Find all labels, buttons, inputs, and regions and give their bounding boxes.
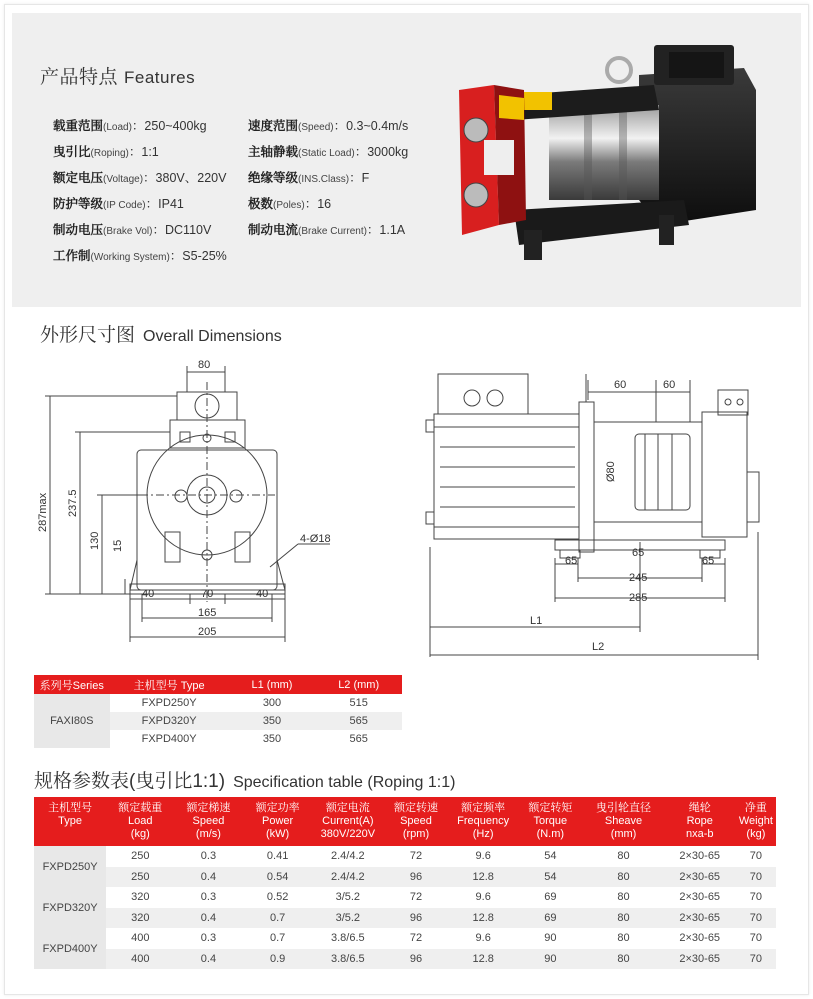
spec-header-line: Frequency — [457, 815, 510, 827]
table-cell: 565 — [349, 733, 368, 745]
dim-285: 285 — [629, 592, 648, 604]
feature-label: 速度范围 — [248, 119, 299, 133]
spec-header-line: (Hz) — [472, 828, 494, 840]
table-cell: 96 — [383, 908, 449, 929]
table-cell: 0.7 — [269, 932, 286, 945]
table-cell: 70 — [736, 867, 776, 888]
series-table — [34, 675, 402, 748]
table-cell: 0.4 — [174, 867, 242, 888]
dim-40b: 40 — [256, 588, 269, 600]
spec-header-line: 曳引轮直径 — [596, 802, 652, 814]
table-cell: 12.8 — [449, 949, 517, 970]
dim-dia80: Ø80 — [605, 461, 617, 482]
table-cell: 350 — [262, 733, 282, 745]
dimensions-title-en: Overall Dimensions — [143, 328, 282, 345]
feature-label-en: (Roping) — [90, 148, 129, 159]
feature-left-3 — [53, 194, 184, 212]
spec-header-7 — [517, 797, 583, 846]
feature-label: 防护等级 — [53, 197, 104, 211]
table-cell: 70 — [736, 949, 776, 970]
table-row — [34, 949, 776, 970]
spec-header-line: Speed — [400, 815, 432, 827]
spec-header-10 — [736, 797, 776, 846]
spec-header-line: 净重 — [744, 802, 767, 814]
feature-value: ：S5-25% — [169, 249, 227, 263]
table-cell: 12.8 — [449, 908, 517, 929]
table-cell: 0.41 — [266, 850, 289, 863]
feature-label: 工作制 — [53, 249, 91, 263]
table-cell: 2.4/4.2 — [330, 850, 365, 863]
spec-header-line: (rpm) — [402, 828, 430, 840]
table-cell: 9.6 — [475, 850, 491, 863]
table-cell: 80 — [583, 949, 663, 970]
dim-245: 245 — [629, 572, 648, 584]
spec-header-line: 380V/220V — [320, 828, 376, 840]
feature-label-en: (Load) — [103, 122, 132, 133]
table-cell: 3.8/6.5 — [313, 949, 383, 970]
table-cell: 2×30-65 — [679, 850, 721, 863]
spec-header-line: 额定转速 — [393, 802, 438, 814]
spec-header-line: Torque — [533, 815, 568, 827]
dim-hole: 4-Ø18 — [300, 533, 331, 545]
spec-header-line: 主机型号 — [48, 802, 93, 814]
dim-40a: 40 — [142, 588, 155, 600]
feature-left-4 — [53, 220, 211, 238]
spec-header-2 — [174, 797, 242, 846]
table-cell: FXPD400Y — [141, 733, 197, 745]
table-row — [34, 694, 402, 712]
spec-type-cell: FXPD250Y — [34, 846, 106, 887]
table-cell: 90 — [544, 932, 557, 945]
table-cell: 72 — [409, 932, 423, 945]
table-cell: 9.6 — [475, 891, 491, 904]
features-title-cn: 产品特点 — [40, 67, 119, 88]
spec-header-4 — [313, 797, 383, 846]
spec-title — [34, 766, 455, 793]
dim-l1: L1 — [530, 615, 543, 627]
feature-label: 制动电压 — [53, 223, 104, 237]
feature-right-1 — [248, 142, 408, 160]
series-header-series: 系列号Series — [34, 675, 110, 694]
table-cell: 0.52 — [266, 891, 289, 904]
table-row — [34, 887, 776, 908]
dim-l2: L2 — [592, 641, 605, 653]
feature-left-5 — [53, 246, 227, 264]
spec-header-line: Speed — [192, 815, 225, 827]
spec-header-line: (N.m) — [536, 828, 565, 840]
spec-header-9 — [664, 797, 736, 846]
spec-header-line: (kW) — [266, 828, 290, 840]
dim-130: 130 — [89, 531, 101, 550]
dim-15: 15 — [112, 539, 124, 552]
spec-header-line: 额定载重 — [118, 802, 163, 814]
feature-right-0 — [248, 116, 408, 134]
feature-label: 载重范围 — [53, 119, 104, 133]
dim-205: 205 — [198, 626, 217, 638]
dim-65b: 65 — [702, 555, 715, 567]
spec-header-line: 额定电流 — [325, 802, 370, 814]
table-cell: 90 — [517, 949, 583, 970]
feature-label: 曳引比 — [53, 145, 91, 159]
feature-right-3 — [248, 194, 331, 212]
table-cell: 0.54 — [243, 867, 313, 888]
motor-illustration — [454, 20, 784, 270]
feature-value: ：F — [349, 171, 370, 185]
feature-label: 额定电压 — [53, 171, 104, 185]
spec-header-line: Power — [262, 815, 294, 827]
table-cell: 0.3 — [200, 850, 217, 863]
spec-header-line: (kg) — [130, 828, 150, 840]
feature-left-1 — [53, 142, 159, 160]
dim-65c: 65 — [632, 547, 645, 559]
dimensions-title-cn: 外形尺寸图 — [40, 325, 136, 346]
feature-label-en: (Poles) — [273, 200, 305, 211]
feature-value: ：DC110V — [152, 223, 212, 237]
feature-left-0 — [53, 116, 207, 134]
feature-value: ：250~400kg — [131, 119, 207, 133]
table-cell: 350 — [229, 712, 316, 730]
table-cell: 69 — [544, 891, 557, 904]
table-cell: 320 — [131, 891, 150, 904]
feature-value: ：380V、220V — [143, 171, 227, 185]
spec-header-line: (kg) — [746, 828, 766, 840]
feature-label: 主轴静载 — [248, 145, 299, 159]
dim-165: 165 — [198, 607, 217, 619]
table-cell: 565 — [315, 712, 402, 730]
spec-table — [34, 797, 776, 969]
table-cell: 3/5.2 — [335, 891, 361, 904]
features-title — [40, 62, 195, 89]
table-cell: 3.8/6.5 — [330, 932, 365, 945]
feature-right-2 — [248, 168, 369, 186]
spec-header-0 — [34, 797, 106, 846]
table-cell: 70 — [736, 908, 776, 929]
table-cell: 12.8 — [449, 867, 517, 888]
table-cell: FXPD320Y — [110, 712, 229, 730]
spec-header-line: Load — [128, 815, 153, 827]
table-cell: 2×30-65 — [664, 908, 736, 929]
table-row — [34, 867, 776, 888]
series-header-type: 主机型号 Type — [110, 675, 229, 694]
feature-value: ：1:1 — [128, 145, 159, 159]
spec-title-cn: 规格参数表(曳引比1:1) — [34, 771, 226, 792]
spec-header-3 — [243, 797, 313, 846]
feature-label: 绝缘等级 — [248, 171, 299, 185]
spec-header-line: (mm) — [610, 828, 637, 840]
feature-label-en: (INS.Class) — [298, 174, 350, 185]
table-cell: 400 — [106, 949, 174, 970]
table-cell: 80 — [617, 932, 630, 945]
dim-287max: 287max — [37, 492, 49, 532]
table-cell: 2×30-65 — [664, 949, 736, 970]
spec-header-line: 额定频率 — [461, 802, 506, 814]
spec-title-en: Specification table (Roping 1:1) — [233, 774, 456, 791]
table-cell: 3/5.2 — [313, 908, 383, 929]
feature-value: ：IP41 — [145, 197, 184, 211]
table-cell: 70 — [749, 850, 763, 863]
spec-header-line: Weight — [738, 815, 773, 827]
table-cell: 2.4/4.2 — [313, 867, 383, 888]
table-cell: 0.3 — [200, 891, 217, 904]
dim-60b: 60 — [663, 379, 676, 391]
table-cell: 54 — [517, 867, 583, 888]
table-cell: 69 — [517, 908, 583, 929]
table-cell: 80 — [617, 850, 630, 863]
spec-header-line: nxa-b — [685, 828, 714, 840]
table-cell: 70 — [749, 932, 763, 945]
feature-value: ：0.3~0.4m/s — [333, 119, 409, 133]
spec-header-line: Sheave — [604, 815, 643, 827]
spec-header-5 — [383, 797, 449, 846]
table-cell: 2×30-65 — [679, 932, 721, 945]
features-title-en: Features — [124, 68, 196, 87]
table-cell: 54 — [544, 850, 557, 863]
feature-label-en: (Working System) — [90, 252, 170, 263]
table-cell: 0.7 — [243, 908, 313, 929]
series-cell: FAXI80S — [34, 694, 110, 748]
table-row — [34, 908, 776, 929]
table-cell: 80 — [617, 891, 630, 904]
side-view-drawing — [400, 352, 800, 662]
feature-label-en: (IP Code) — [103, 200, 146, 211]
feature-value: ：16 — [304, 197, 332, 211]
dim-237: 237.5 — [67, 489, 79, 517]
dim-60a: 60 — [614, 379, 627, 391]
table-cell: 70 — [749, 891, 763, 904]
table-cell: 80 — [583, 908, 663, 929]
feature-label-en: (Brake Vol) — [103, 226, 153, 237]
dimensions-title — [40, 320, 282, 347]
table-cell: 250 — [131, 850, 150, 863]
dim-80: 80 — [198, 359, 211, 371]
feature-label-en: (Speed) — [298, 122, 334, 133]
spec-header-line: Type — [58, 815, 83, 827]
table-cell: 2×30-65 — [679, 891, 721, 904]
table-cell: 515 — [349, 697, 368, 709]
dim-65a: 65 — [565, 555, 578, 567]
feature-value: ：1.1A — [366, 223, 406, 237]
table-cell: 0.4 — [174, 908, 242, 929]
table-cell: 250 — [106, 867, 174, 888]
spec-header-line: (m/s) — [195, 828, 221, 840]
table-cell: 320 — [106, 908, 174, 929]
feature-label-en: (Voltage) — [103, 174, 144, 185]
table-cell: 96 — [383, 949, 449, 970]
table-cell: FXPD250Y — [141, 697, 197, 709]
feature-label: 制动电流 — [248, 223, 299, 237]
table-cell: 400 — [131, 932, 150, 945]
spec-header-8 — [583, 797, 663, 846]
table-row — [34, 928, 776, 949]
feature-label: 极数 — [248, 197, 274, 211]
table-cell: 80 — [583, 867, 663, 888]
table-cell: 72 — [409, 891, 423, 904]
table-cell: 300 — [262, 697, 282, 709]
spec-header-6 — [449, 797, 517, 846]
feature-left-2 — [53, 168, 226, 186]
spec-header-line: 绳轮 — [688, 802, 711, 814]
feature-value: ：3000kg — [354, 145, 409, 159]
feature-right-4 — [248, 220, 405, 238]
dim-70: 70 — [201, 588, 214, 600]
spec-header-line: 额定功率 — [255, 802, 300, 814]
spec-type-cell: FXPD320Y — [34, 887, 106, 928]
feature-label-en: (Brake Current) — [298, 226, 367, 237]
table-cell: 96 — [383, 867, 449, 888]
spec-header-line: 额定转矩 — [528, 802, 573, 814]
series-header-l2: L2 (mm) — [315, 675, 402, 694]
table-cell: 2×30-65 — [664, 867, 736, 888]
spec-type-cell: FXPD400Y — [34, 928, 106, 969]
table-cell: 0.3 — [200, 932, 217, 945]
feature-label-en: (Static Load) — [298, 148, 355, 159]
front-view-drawing — [30, 352, 350, 662]
table-row — [34, 846, 776, 867]
table-cell: 9.6 — [475, 932, 491, 945]
spec-header-line: Current(A) — [322, 815, 374, 827]
spec-header-line: Rope — [686, 815, 713, 827]
spec-header-1 — [106, 797, 174, 846]
table-cell: 72 — [409, 850, 423, 863]
table-cell: 0.4 — [174, 949, 242, 970]
spec-header-line: 额定梯速 — [186, 802, 231, 814]
series-header-l1: L1 (mm) — [229, 675, 316, 694]
table-cell: 0.9 — [243, 949, 313, 970]
